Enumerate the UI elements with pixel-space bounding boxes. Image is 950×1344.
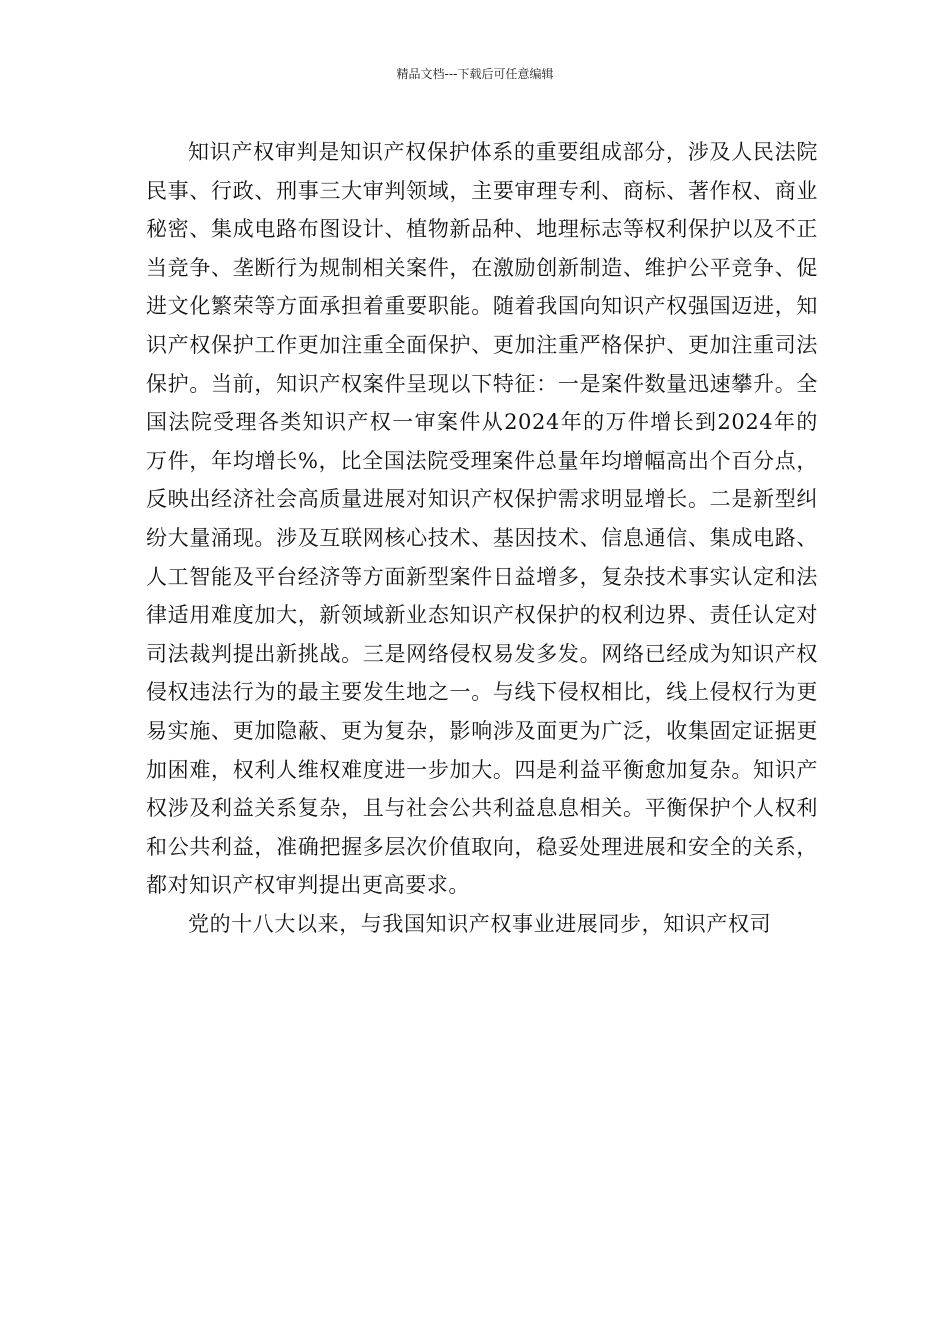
document-body <box>146 133 818 943</box>
page-header: 精品文档---下载后可任意编辑 <box>396 67 554 81</box>
paragraph-1: 知识产权审判是知识产权保护体系的重要组成部分，涉及人民法院民事、行政、刑事三大审判领域，主要审理专利、商标、著作权、商业秘密、集成电路布图设计、植物新品种、地理标志等权利保护以及不正当竞争、垄断行为规制相关案件，在激励创新制造、维护公平竞争、促进文化繁荣等方面承担着重要职能。随着我国向知识产权强国迈进，知识产权保护工作更加注重全面保护、更加注重严格保护、更加注重司法保护。当前，知识产权案件呈现以下特征：一是案件数量迅速攀升。全国法院受理各类知识产权一审案件从2024年的万件增长到2024年的万件，年均增长%，比全国法院受理案件总量年均增幅高出个百分点，反映出经济社会高质量进展对知识产权保护需求明显增长。二是新型纠纷大量涌现。涉及互联网核心技术、基因技术、信息通信、集成电路、人工智能及平台经济等方面新型案件日益增多，复杂技术事实认定和法律适用难度加大，新领域新业态知识产权保护的权利边界、责任认定对司法裁判提出新挑战。三是网络侵权易发多发。网络已经成为知识产权侵权违法行为的最主要发生地之一。与线下侵权相比，线上侵权行为更易实施、更加隐蔽、更为复杂，影响涉及面更为广泛，收集固定证据更加困难，权利人维权难度进一步加大。四是利益平衡愈加复杂。知识产权涉及利益关系复杂，且与社会公共利益息息相关。平衡保护个人权利和公共利益，准确把握多层次价值取向，稳妥处理进展和安全的关系，都对知识产权审判提出更高要求。 <box>146 140 818 898</box>
paragraph-2: 党的十八大以来，与我国知识产权事业进展同步，知识产权司 <box>188 911 772 936</box>
